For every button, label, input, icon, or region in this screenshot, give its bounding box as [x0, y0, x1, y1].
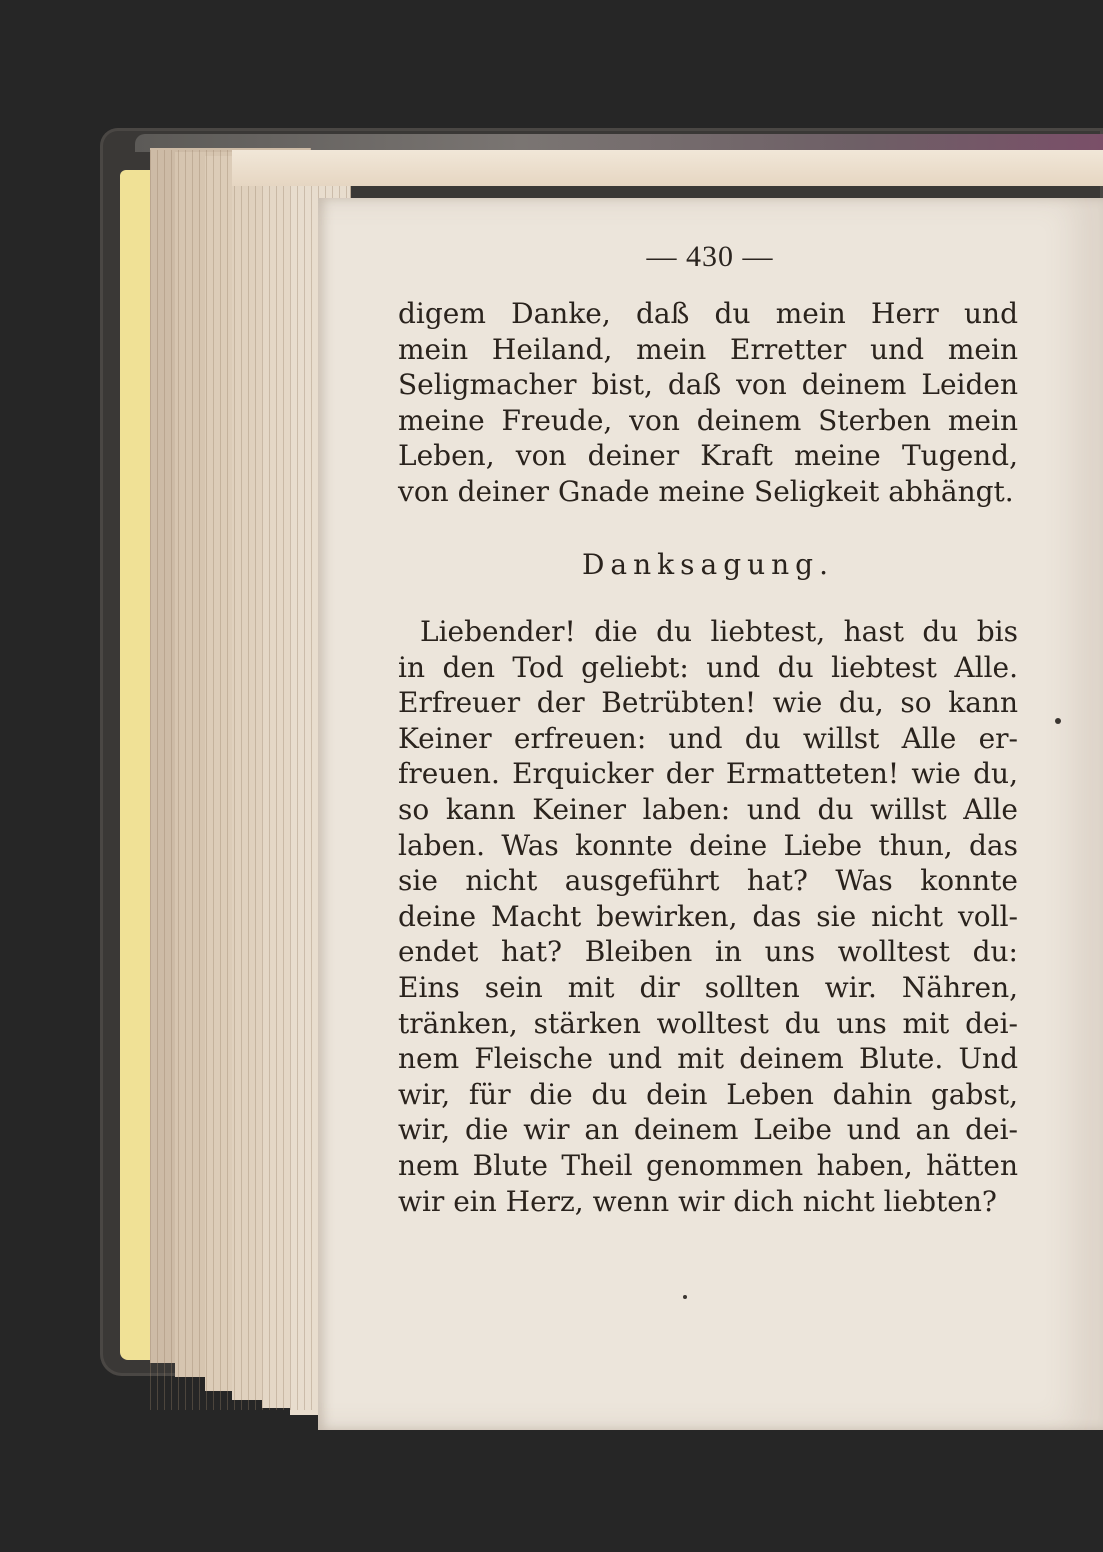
text-line: Leben, von deiner Kraft meine Tugend,: [398, 439, 1018, 473]
paragraph-continuation: [398, 296, 1018, 510]
paper-speck: [1055, 718, 1061, 724]
paragraph-danksagung: [398, 614, 1018, 1219]
text-line: Erfreuer der Betrübten! wie du, so kann: [398, 686, 1018, 720]
page-number: — 430 —: [646, 240, 774, 273]
text-line: endet hat? Bleiben in uns wolltest du:: [398, 935, 1018, 969]
text-line: sie nicht ausgeführt hat? Was konnte: [398, 864, 1018, 898]
text-line: digem Danke, daß du mein Herr und: [398, 297, 1018, 330]
text-line: in den Tod geliebt: und du liebtest Alle.: [398, 650, 1018, 684]
text-line: freuen. Erquicker der Ermatteten! wie du,: [398, 757, 1018, 791]
page-top-edge: [232, 150, 1103, 186]
text-line: deine Macht bewirken, das sie nicht voll-: [398, 899, 1018, 933]
text-line: mein Heiland, mein Erretter und mein: [398, 332, 1018, 366]
text-line: laben. Was konnte deine Liebe thun, das: [398, 828, 1018, 862]
text-line: Liebender! die du liebtest, hast du bis: [420, 615, 1018, 648]
text-line: wir, für die du dein Leben dahin gabst,: [398, 1077, 1018, 1111]
paper-speck: [683, 1295, 687, 1299]
text-line: Seligmacher bist, daß von deinem Leiden: [398, 368, 1018, 402]
section-heading: Danksagung.: [581, 548, 835, 581]
text-line: nem Fleische und mit deinem Blute. Und: [398, 1042, 1018, 1076]
text-line: Keiner erfreuen: und du willst Alle er-: [398, 721, 1018, 755]
text-line: nem Blute Theil genommen haben, hätten: [398, 1148, 1018, 1182]
text-line: meine Freude, von deinem Sterben mein: [398, 403, 1018, 437]
text-line: tränken, stärken wolltest du uns mit dei-: [398, 1006, 1018, 1040]
text-line: von deiner Gnade meine Seligkeit abhängt.: [398, 474, 1014, 508]
text-line: wir, die wir an deinem Leibe und an dei-: [398, 1113, 1018, 1147]
text-line: wir ein Herz, wenn wir dich nicht liebten?: [398, 1184, 997, 1218]
text-line: so kann Keiner laben: und du willst Alle: [398, 792, 1018, 826]
text-line: Eins sein mit dir sollten wir. Nähren,: [398, 970, 1018, 1004]
